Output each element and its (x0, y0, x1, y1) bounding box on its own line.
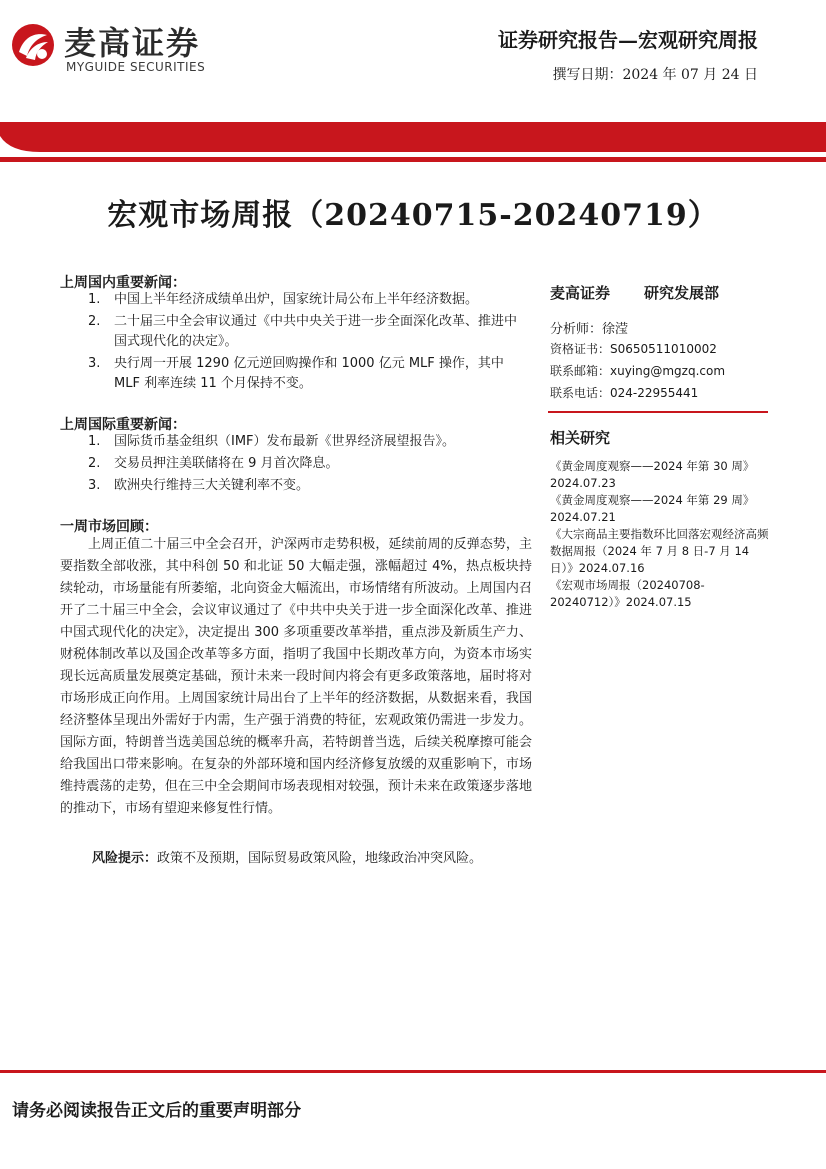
risk-note (92, 847, 482, 866)
domestic-news-heading: 上周国内重要新闻： (60, 275, 186, 291)
item-number: 2. (88, 456, 101, 471)
international-news-heading: 上周国际重要新闻： (60, 417, 186, 433)
item-text: 中国上半年经济成绩单出炉，国家统计局公布上半年经济数据。 (114, 292, 479, 307)
sidebar-divider (548, 411, 768, 413)
date-label: 撰写日期： (552, 67, 623, 83)
item-text: 国际货币基金组织（IMF）发布最新《世界经济展望报告》。 (114, 434, 456, 449)
report-type: 证券研究报告—宏观研究周报 (498, 28, 758, 52)
market-review-body: 上周正值二十届三中全会召开，沪深两市走势积极，延续前周的反弹态势，主要指数全部收涨，其中科创 50 和北证 50 大幅走强，涨幅超过 4%，热点板块持续轮动，市场量能有所萎缩，北向资金大幅流出，市场情绪有所波动。上周国内召开了二十届三中全会，会议审议通过了《中共中央关于进一步全面深化改革、推进中国式现代化的决定》，决定提出 300 多项重要改革举措，重点涉及新质生产力、财税体制改革以及国企改革等多方面，指明了我国中长期改革方向，为资本市场实现长远高质量发展奠定基础，预计未来一段时间内将会有更多政策落地，届时将对市场形成正向作用。上周国家统计局出台了上半年的经济数据，从数据来看，我国经济整体呈现出外需好于内需，生产强于消费的特征，宏观政策仍需进一步发力。国际方面，特朗普当选美国总统的概率升高，若特朗普当选，后续关税摩擦可能会给我国出口带来影响。在复杂的外部环境和国内经济修复放缓的双重影响下，市场维持震荡的走势，但在三中全会期间市场表现相对较强，预计未来在政策逐步落地的推动下，市场有望迎来修复性行情。 (60, 537, 532, 816)
analyst-email: 联系邮箱：xuying@mgzq.com (550, 364, 726, 378)
list-item (88, 290, 528, 310)
related-research-list (550, 458, 772, 611)
related-research-item[interactable]: 《黄金周度观察——2024 年第 29 周》2024.07.21 (550, 493, 755, 524)
list-item (88, 312, 528, 352)
logo-wordmark-cn: 麦高证券 (64, 24, 201, 62)
domestic-news-list (88, 290, 528, 396)
logo-wordmark-en: MYGUIDE SECURITIES (66, 60, 206, 74)
footer-rule (0, 1070, 826, 1073)
item-text: 二十届三中全会审议通过《中共中央关于进一步全面深化改革、推进中国式现代化的决定》。 (114, 314, 518, 349)
dept-name: 研究发展部 (644, 284, 720, 302)
item-number: 2. (88, 314, 101, 329)
item-number: 3. (88, 356, 101, 371)
international-news-list (88, 432, 528, 498)
related-research-item[interactable]: 《黄金周度观察——2024 年第 30 周》2024.07.23 (550, 459, 755, 490)
list-item (88, 354, 528, 394)
report-date (552, 64, 758, 84)
risk-label: 风险提示： (92, 851, 158, 866)
item-number: 3. (88, 478, 101, 493)
item-number: 1. (88, 434, 101, 449)
banner-rule (0, 157, 826, 162)
report-title: 宏观市场周报（20240715-20240719） (107, 198, 719, 233)
risk-text: 政策不及预期，国际贸易政策风险，地缘政治冲突风险。 (157, 851, 483, 866)
footer-disclaimer: 请务必阅读报告正文后的重要声明部分 (12, 1101, 301, 1121)
item-text: 欧洲央行维持三大关键利率不变。 (114, 478, 310, 493)
item-text: 央行周一开展 1290 亿元逆回购操作和 1000 亿元 MLF 操作，其中 MLF 利率连续 11 个月保持不变。 (114, 356, 504, 391)
list-item (88, 432, 528, 452)
org-line (550, 282, 719, 303)
header-banner (0, 122, 826, 152)
analyst-name: 分析师：徐滢 (550, 322, 629, 337)
analyst-cert: 资格证书：S0650511010002 (550, 342, 717, 356)
item-number: 1. (88, 292, 101, 307)
related-research-item[interactable]: 《大宗商品主要指数环比回落宏观经济高频数据周报（2024 年 7 月 8 日-7 月 14 日）》2024.07.16 (550, 527, 769, 575)
list-item (88, 476, 528, 496)
analyst-phone: 联系电话：024-22955441 (550, 386, 699, 400)
myguide-logo-icon (10, 22, 56, 68)
item-text: 交易员押注美联储将在 9 月首次降息。 (114, 456, 339, 471)
firm-name: 麦高证券 (550, 284, 611, 302)
market-review-heading: 一周市场回顾： (60, 519, 158, 535)
related-research-heading: 相关研究 (550, 429, 611, 447)
related-research-item[interactable]: 《宏观市场周报（20240708-20240712）》2024.07.15 (550, 578, 705, 609)
list-item (88, 454, 528, 474)
date-value: 2024 年 07 月 24 日 (622, 67, 758, 83)
